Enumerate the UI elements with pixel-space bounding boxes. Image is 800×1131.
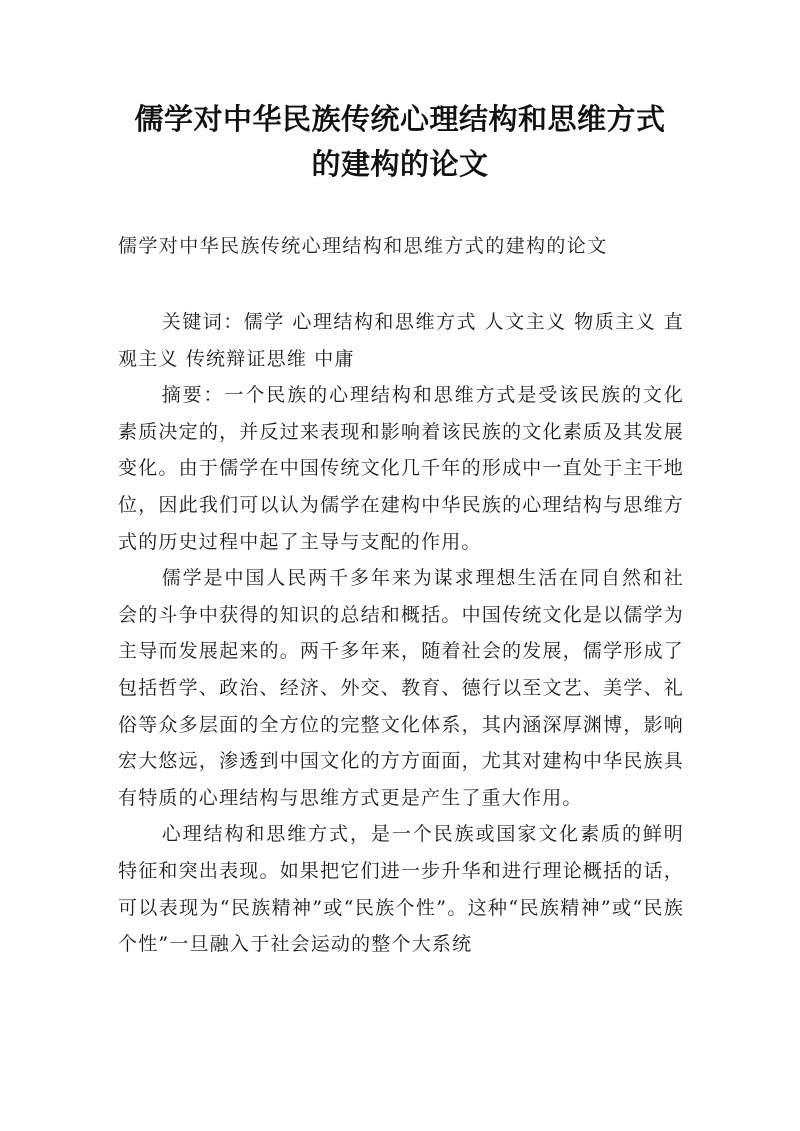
body-paragraph: 心理结构和思维方式，是一个民族或国家文化素质的鲜明特征和突出表现。如果把它们进一步升华和进行理论概括的话，可以表现为“民族精神”或“民族个性”。这种“民族精神”或“民族个性”一旦融入于社会运动的整个大系统 [118,823,684,956]
document-title: 儒学对中华民族传统心理结构和思维方式的建构的论文 [134,102,666,181]
document-body [118,304,684,963]
keywords-paragraph: 关键词：儒学 心理结构和思维方式 人文主义 物质主义 直观主义 传统辩证思维 中庸 [118,311,684,370]
document-subtitle: 儒学对中华民族传统心理结构和思维方式的建构的论文 [118,235,608,257]
abstract-paragraph: 摘要：一个民族的心理结构和思维方式是受该民族的文化素质决定的，并反过来表现和影响着该民族的文化素质及其发展变化。由于儒学在中国传统文化几千年的形成中一直处于主干地位，因此我们可以认为儒学在建构中华民族的心理结构与思维方式的历史过程中起了主导与支配的作用。 [118,384,684,553]
body-paragraph: 儒学是中国人民两千多年来为谋求理想生活在同自然和社会的斗争中获得的知识的总结和概括。中国传统文化是以儒学为主导而发展起来的。两千多年来，随着社会的发展，儒学形成了包括哲学、政治、经济、外交、教育、德行以至文艺、美学、礼俗等众多层面的全方位的完整文化体系，其内涵深厚渊博，影响宏大悠远，渗透到中国文化的方方面面，尤其对建构中华民族具有特质的心理结构与思维方式更是产生了重大作用。 [118,567,684,809]
